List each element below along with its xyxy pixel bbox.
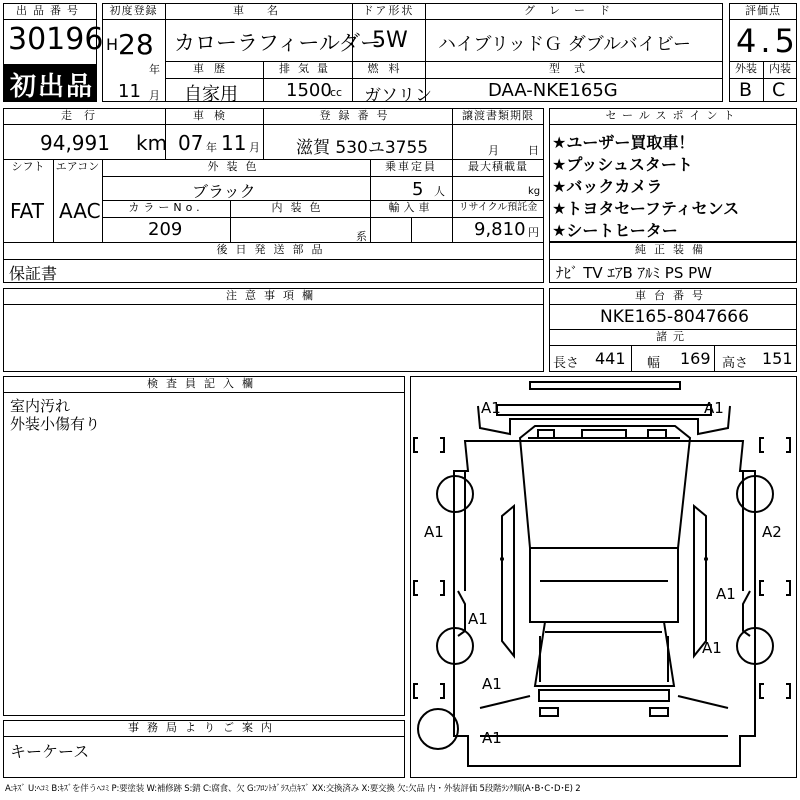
lot-number: 30196 <box>8 22 104 57</box>
model-label: 型式 <box>549 62 599 75</box>
recycle: 9,810 <box>474 219 526 240</box>
color-no-label: カラーNo. <box>128 201 204 214</box>
car-name-label: 車 名 <box>233 4 284 17</box>
fuel: ガソリン <box>364 86 432 106</box>
parts-label: 後日発送部品 <box>216 243 331 256</box>
sales-point-5: ★シートヒーター <box>552 221 678 240</box>
inspector-label: 検査員記入欄 <box>147 377 261 390</box>
width-label: 幅 <box>647 356 661 371</box>
ac-label: エアコン <box>55 160 100 173</box>
recycle-unit: 円 <box>528 226 539 239</box>
inspection-label: 車検 <box>193 109 235 122</box>
height-label: 高さ <box>722 356 749 371</box>
displacement-unit: cc <box>330 86 343 99</box>
reg-no-label: 登録番号 <box>319 109 396 122</box>
damage-mark: A1 <box>468 610 488 628</box>
sales-points-label: セールスポイント <box>605 109 741 122</box>
recycle-label: リサイクル預託金 <box>458 202 538 213</box>
ac: AAC <box>59 199 101 223</box>
reg-no: 滋賀 530ユ3755 <box>296 138 429 158</box>
import-label: 輸入車 <box>388 201 434 214</box>
year-unit: 年 <box>149 63 160 76</box>
shift-label: シフト <box>11 160 45 173</box>
lot-number-label: 出品番号 <box>16 4 84 17</box>
damage-mark: A2 <box>762 523 782 541</box>
mileage: 94,991 <box>40 131 110 155</box>
exterior-label: 外装 <box>735 62 757 75</box>
damage-mark: A1 <box>716 585 736 603</box>
inspector-note-2: 外装小傷有り <box>10 415 101 433</box>
reg-year: 28 <box>118 28 154 61</box>
office-label: 事務局よりご案内 <box>128 721 280 734</box>
transfer-month-unit: 月 <box>488 144 499 157</box>
width: 169 <box>680 349 711 368</box>
dims-label: 諸元 <box>656 330 690 343</box>
mileage-label: 走行 <box>61 109 107 122</box>
reg-month: 11 <box>118 81 141 102</box>
score: 4.5 <box>736 22 799 60</box>
load-label: 最大積載量 <box>468 160 528 173</box>
month-unit: 月 <box>149 89 160 102</box>
car-outline-diagram <box>410 376 797 778</box>
grade-label: グレード <box>524 4 624 17</box>
inspection-year: 07 <box>178 131 204 155</box>
length-label: 長さ <box>553 356 580 371</box>
int-color-label: 内装色 <box>271 201 329 214</box>
mileage-unit: km <box>136 131 168 155</box>
inspection-month-unit: 月 <box>249 141 260 154</box>
inspection-year-unit: 年 <box>206 141 217 154</box>
exterior-grade: B <box>739 79 753 101</box>
chassis-number: NKE165-8047666 <box>600 307 749 327</box>
first-reg-label: 初度登録 <box>109 4 158 17</box>
int-color-unit: 系 <box>356 230 367 243</box>
sales-point-1: ★ユーザー買取車！ <box>552 133 695 152</box>
first-listing-text: 初出品 <box>10 72 95 102</box>
damage-mark: A1 <box>482 675 502 693</box>
displacement: 1500 <box>286 80 332 101</box>
damage-mark: A1 <box>481 399 501 417</box>
notes-label: 注意事項欄 <box>226 289 321 302</box>
load-unit: kg <box>528 186 541 197</box>
inspector-note-1: 室内汚れ <box>10 397 71 415</box>
ext-color-label: 外装色 <box>207 160 265 173</box>
history-label: 車歴 <box>193 62 235 75</box>
door-label: ドア形状 <box>362 4 415 17</box>
grade: ハイブリッドＧ ダブルバイビー <box>438 34 692 55</box>
interior-label: 内装 <box>769 62 791 75</box>
era: H <box>106 35 119 54</box>
damage-mark: A1 <box>704 399 724 417</box>
damage-mark: A1 <box>702 639 722 657</box>
interior-grade: C <box>772 79 786 101</box>
capacity-label: 乗車定員 <box>385 160 437 173</box>
capacity-unit: 人 <box>434 185 445 198</box>
model: DAA-NKE165G <box>488 80 618 101</box>
ext-color: ブラック <box>192 182 256 201</box>
height: 151 <box>762 349 793 368</box>
car-name: カローラフィールダー <box>174 31 382 55</box>
inspection-month: 11 <box>221 131 247 155</box>
transfer-day-unit: 日 <box>528 144 539 157</box>
sales-point-2: ★プッシュスタート <box>552 155 693 174</box>
equipment: ﾅﾋﾞ TV ｴｱB ｱﾙﾐ PS PW <box>556 264 712 282</box>
damage-mark: A1 <box>482 729 502 747</box>
length: 441 <box>595 349 626 368</box>
color-no: 209 <box>148 219 183 240</box>
capacity: 5 <box>412 179 424 200</box>
score-label: 評価点 <box>745 4 781 17</box>
sales-point-3: ★バックカメラ <box>552 177 663 196</box>
chassis-label: 車台番号 <box>635 289 711 302</box>
displacement-label: 排気量 <box>279 62 336 75</box>
office-text: キーケース <box>10 742 90 761</box>
equipment-label: 純正装備 <box>635 243 711 256</box>
fuel-label: 燃料 <box>367 62 410 75</box>
sales-point-4: ★トヨタセーフティセンス <box>552 199 740 218</box>
damage-mark: A1 <box>424 523 444 541</box>
door: 5W <box>372 28 408 53</box>
shift: FAT <box>10 199 45 223</box>
transfer-label: 譲渡書類期限 <box>462 109 534 122</box>
parts: 保証書 <box>9 264 58 283</box>
legend: A:ｷｽﾞ U:ﾍｺﾐ B:ｷｽﾞを伴うﾍｺﾐ P:要塗装 W:補修跡 S:錆 C:腐食、欠 G:ﾌﾛﾝﾄｶﾞﾗｽ点ｷｽﾞ XX:交換済み X:要交換 欠:欠品 内・外装評価 5段階ﾗﾝｸ順(A･B･C･D･E) 2 <box>5 784 581 794</box>
history: 自家用 <box>184 84 238 105</box>
